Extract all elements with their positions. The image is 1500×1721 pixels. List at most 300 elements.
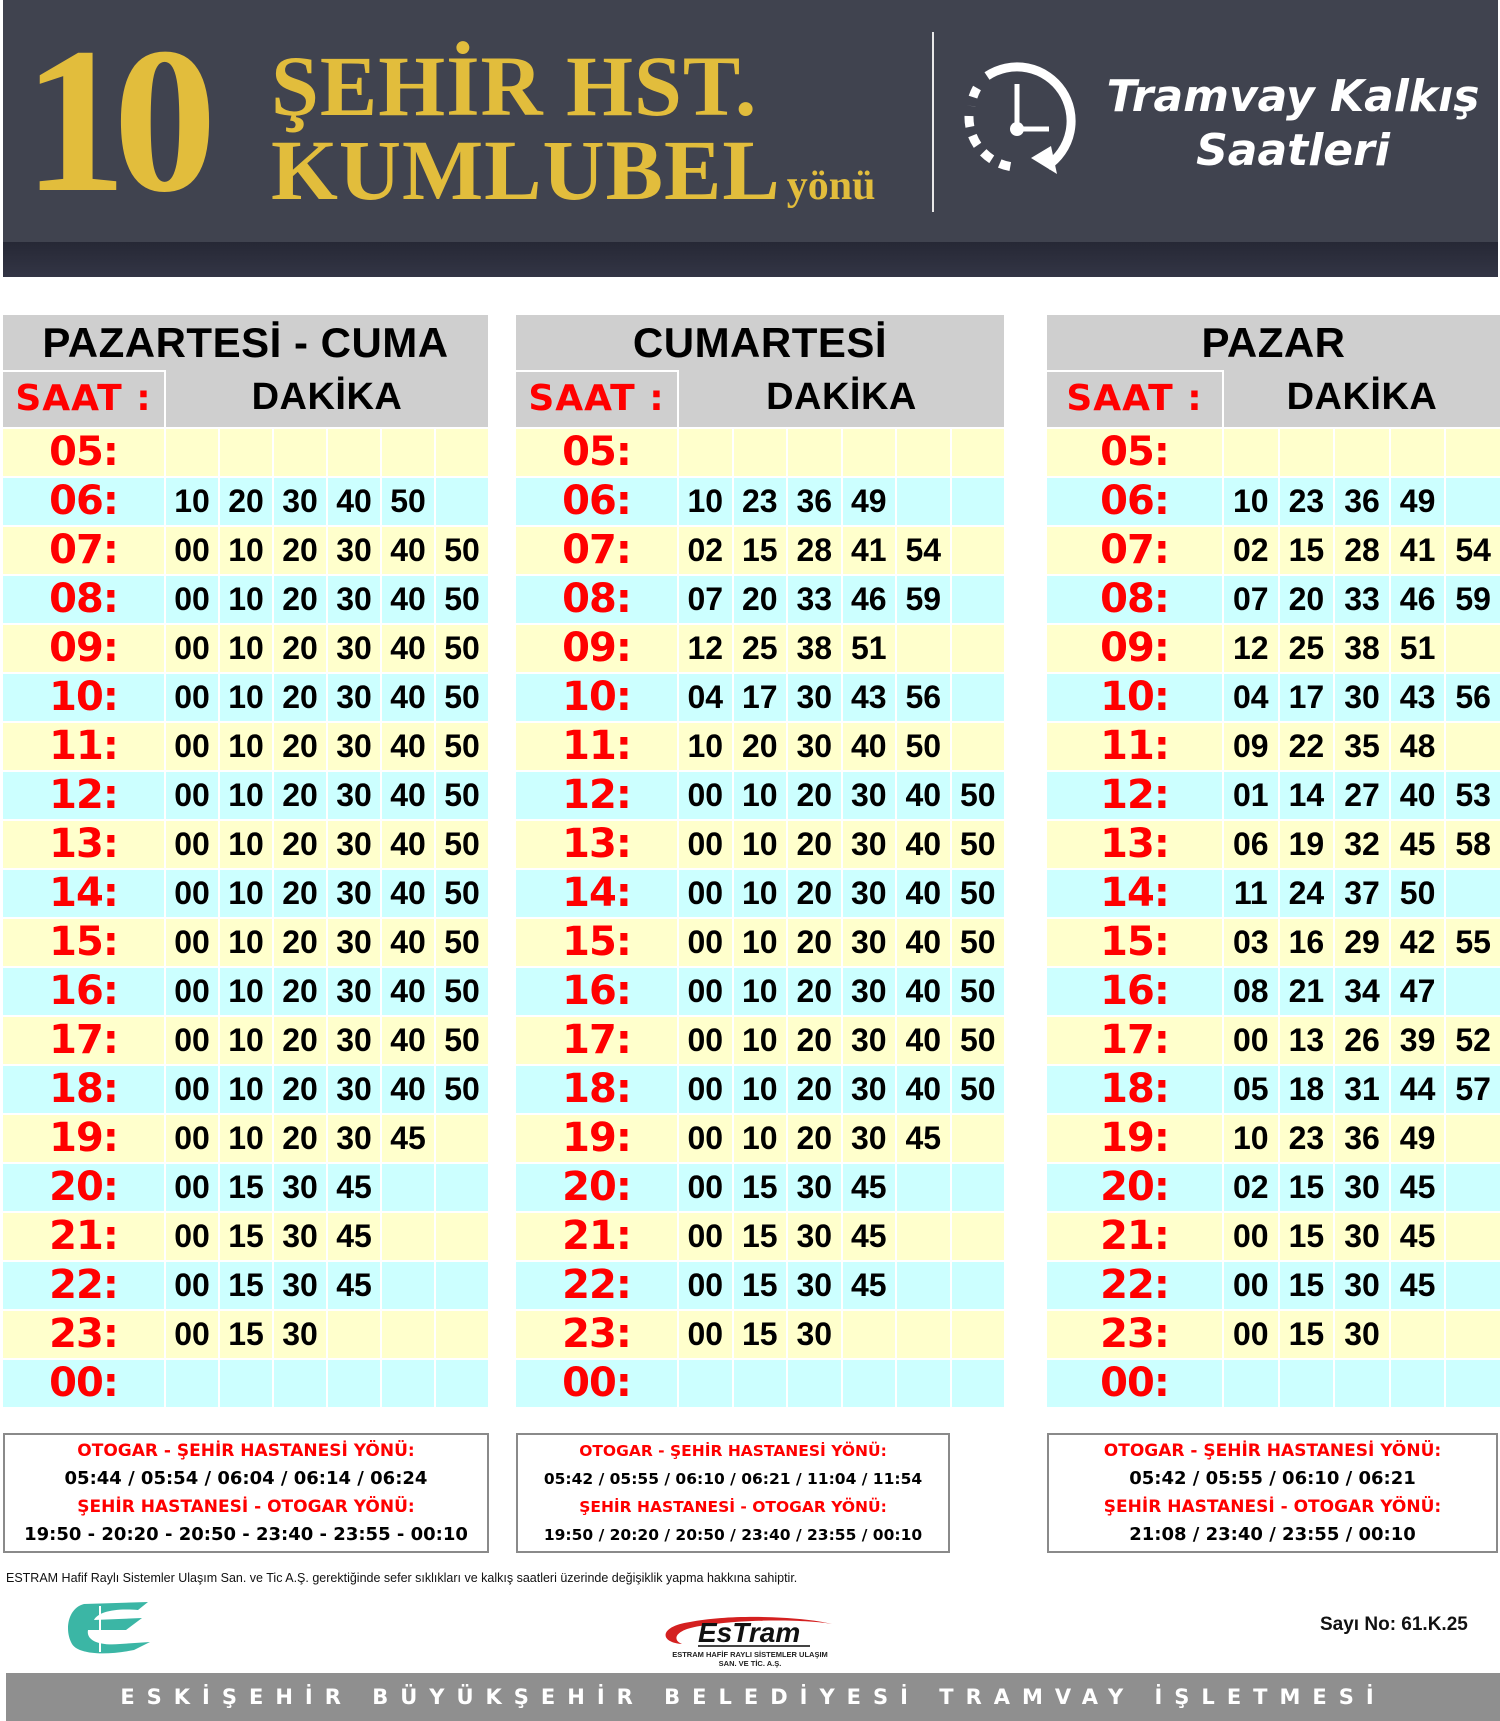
minute-cell: 59 <box>1455 581 1491 617</box>
minute-cell: 40 <box>1391 772 1447 819</box>
minute-cell: 40 <box>382 576 436 623</box>
table-row <box>516 525 1004 574</box>
minute-cell: 00 <box>679 772 734 819</box>
minute-cell: 10 <box>220 576 274 623</box>
minute-cell: 00 <box>166 1115 220 1162</box>
minute-cell: 30 <box>843 870 898 917</box>
minute-cell: 20 <box>788 919 843 966</box>
timetable-title: CUMARTESİ <box>516 315 1004 370</box>
header-banner <box>3 0 1498 277</box>
minute-cell <box>1446 1360 1500 1407</box>
hour-cell: 17: <box>1047 1017 1224 1064</box>
minute-cell: 50 <box>959 1022 996 1058</box>
minute-cell: 31 <box>1335 1066 1391 1113</box>
dakika-header: DAKİKA <box>166 370 488 427</box>
minute-cell <box>952 674 1005 721</box>
minute-cell: 45 <box>328 1262 382 1309</box>
minute-cell: 30 <box>788 1213 843 1260</box>
minute-cell: 20 <box>274 723 328 770</box>
minute-cell: 20 <box>220 478 274 525</box>
minute-cell: 36 <box>788 478 843 525</box>
table-row <box>516 966 1004 1015</box>
minute-cell: 50 <box>444 532 480 568</box>
minute-cell: 10 <box>220 772 274 819</box>
minute-cell: 10 <box>220 870 274 917</box>
minute-cell: 00 <box>679 821 734 868</box>
minute-cell: 30 <box>328 527 382 574</box>
minute-cell: 12 <box>1224 625 1280 672</box>
table-row <box>3 1113 488 1162</box>
minute-cell: 10 <box>220 1017 274 1064</box>
minute-cell: 20 <box>274 527 328 574</box>
minute-cell: 50 <box>444 973 480 1009</box>
minute-cell: 11 <box>1224 870 1280 917</box>
hour-cell: 07: <box>516 527 679 574</box>
minute-cell <box>843 429 898 476</box>
hour-cell: 14: <box>516 870 679 917</box>
minute-cell: 15 <box>734 1164 789 1211</box>
note-direction-heading: OTOGAR - ŞEHİR HASTANESİ YÖNÜ: <box>1103 1441 1442 1461</box>
table-row <box>3 1064 488 1113</box>
minute-cell: 40 <box>382 919 436 966</box>
minute-cell: 24 <box>1280 870 1336 917</box>
minute-cell: 20 <box>274 1017 328 1064</box>
minute-cell <box>952 1115 1005 1162</box>
minute-cell: 30 <box>843 821 898 868</box>
minute-cell: 30 <box>788 1164 843 1211</box>
minute-cell: 20 <box>788 1115 843 1162</box>
minute-cell: 10 <box>734 772 789 819</box>
minute-cell: 40 <box>897 1066 952 1113</box>
note-direction-heading: ŞEHİR HASTANESİ - OTOGAR YÖNÜ: <box>77 1497 415 1517</box>
footer-bar: ESKİŞEHİR BÜYÜKŞEHİR BELEDİYESİ TRAMVAY İŞLETMESİ <box>6 1673 1500 1721</box>
minute-cell: 32 <box>1335 821 1391 868</box>
minute-cell: 10 <box>734 919 789 966</box>
minute-cell <box>274 1360 328 1407</box>
table-row <box>3 1358 488 1407</box>
minute-cell <box>328 1360 382 1407</box>
table-row <box>1047 721 1500 770</box>
minute-cell: 00 <box>166 821 220 868</box>
minute-cell <box>1335 429 1391 476</box>
table-row <box>1047 427 1500 476</box>
hour-cell: 20: <box>516 1164 679 1211</box>
hour-cell: 23: <box>3 1311 166 1358</box>
hour-cell: 11: <box>1047 723 1224 770</box>
minute-cell <box>436 429 488 476</box>
minute-cell: 13 <box>1280 1017 1336 1064</box>
dakika-header: DAKİKA <box>679 370 1004 427</box>
minute-cell: 18 <box>1280 1066 1336 1113</box>
minute-cell: 00 <box>166 1017 220 1064</box>
minute-cell: 10 <box>734 1017 789 1064</box>
note-times: 19:50 - 20:20 - 20:50 - 23:40 - 23:55 - 00:10 <box>24 1524 468 1545</box>
minute-cell: 40 <box>382 625 436 672</box>
minute-cell <box>843 1311 898 1358</box>
hour-cell: 07: <box>1047 527 1224 574</box>
table-row <box>3 525 488 574</box>
minute-cell <box>952 723 1005 770</box>
minute-cell: 30 <box>328 772 382 819</box>
minute-cell: 50 <box>959 875 996 911</box>
minute-cell: 30 <box>843 1017 898 1064</box>
hour-cell: 20: <box>3 1164 166 1211</box>
minute-cell: 43 <box>1391 674 1447 721</box>
minute-cell: 30 <box>1335 1262 1391 1309</box>
minute-cell: 36 <box>1335 1115 1391 1162</box>
minute-cell: 45 <box>382 1115 436 1162</box>
minute-cell <box>734 1360 789 1407</box>
hour-cell: 08: <box>1047 576 1224 623</box>
hour-cell: 15: <box>516 919 679 966</box>
minute-cell <box>1446 1311 1500 1358</box>
minute-cell: 02 <box>1224 1164 1280 1211</box>
table-row <box>3 1211 488 1260</box>
minute-cell: 00 <box>166 1164 220 1211</box>
minute-cell: 40 <box>382 870 436 917</box>
minute-cell: 10 <box>220 968 274 1015</box>
estram-logo-text: EsTram <box>698 1617 801 1648</box>
minute-cell: 30 <box>843 772 898 819</box>
minute-cell: 30 <box>1335 1311 1391 1358</box>
minute-cell: 10 <box>679 723 734 770</box>
minute-cell <box>1391 429 1447 476</box>
minute-cell: 21 <box>1280 968 1336 1015</box>
note-direction-heading: ŞEHİR HASTANESİ - OTOGAR YÖNÜ: <box>1103 1497 1442 1517</box>
table-row <box>516 1162 1004 1211</box>
minute-cell <box>1224 429 1280 476</box>
table-row <box>1047 917 1500 966</box>
minute-cell: 50 <box>444 1022 480 1058</box>
destination-line1: ŞEHİR HST. <box>271 38 758 134</box>
table-row <box>1047 819 1500 868</box>
table-row <box>516 574 1004 623</box>
minute-cell <box>788 1360 843 1407</box>
hour-cell: 09: <box>516 625 679 672</box>
table-row <box>516 1309 1004 1358</box>
minute-cell: 10 <box>220 625 274 672</box>
special-trips-note-0 <box>3 1433 489 1553</box>
destination-line2: KUMLUBEL <box>271 122 781 219</box>
special-trips-note-2 <box>1047 1433 1498 1553</box>
minute-cell: 10 <box>220 1066 274 1113</box>
minute-cell: 40 <box>382 821 436 868</box>
minute-cell: 15 <box>1280 1311 1336 1358</box>
minute-cell: 04 <box>679 674 734 721</box>
minute-cell: 40 <box>382 1017 436 1064</box>
minute-cell: 40 <box>897 870 952 917</box>
minute-cell: 46 <box>843 576 898 623</box>
table-row <box>1047 1162 1500 1211</box>
minute-cell: 10 <box>734 968 789 1015</box>
minute-cell: 17 <box>1280 674 1336 721</box>
table-row <box>516 427 1004 476</box>
minute-cell: 09 <box>1224 723 1280 770</box>
hour-cell: 18: <box>516 1066 679 1113</box>
minute-cell: 40 <box>382 1066 436 1113</box>
minute-cell: 03 <box>1224 919 1280 966</box>
hour-cell: 00: <box>3 1360 166 1407</box>
hour-cell: 13: <box>516 821 679 868</box>
hour-cell: 22: <box>516 1262 679 1309</box>
minute-cell <box>952 478 1005 525</box>
minute-cell: 30 <box>274 1164 328 1211</box>
minute-cell: 20 <box>734 576 789 623</box>
minute-cell: 06 <box>1224 821 1280 868</box>
minute-cell: 20 <box>274 968 328 1015</box>
minute-cell: 20 <box>734 723 789 770</box>
hour-cell: 14: <box>3 870 166 917</box>
hour-cell: 06: <box>1047 478 1224 525</box>
minute-cell: 40 <box>843 723 898 770</box>
hour-cell: 05: <box>1047 429 1224 476</box>
minute-cell: 51 <box>843 625 898 672</box>
minute-cell: 50 <box>444 777 480 813</box>
table-row <box>1047 1113 1500 1162</box>
hour-cell: 08: <box>3 576 166 623</box>
minute-cell: 45 <box>843 1213 898 1260</box>
table-row <box>3 427 488 476</box>
minute-cell: 50 <box>959 826 996 862</box>
minute-cell: 26 <box>1335 1017 1391 1064</box>
hour-cell: 18: <box>3 1066 166 1113</box>
table-row <box>516 819 1004 868</box>
minute-cell <box>436 478 488 525</box>
minute-cell <box>382 1360 436 1407</box>
table-row <box>1047 1309 1500 1358</box>
minute-cell: 00 <box>166 674 220 721</box>
minute-cell <box>1391 1360 1447 1407</box>
table-row <box>3 1015 488 1064</box>
hour-cell: 14: <box>1047 870 1224 917</box>
minute-cell <box>436 1115 488 1162</box>
minute-cell <box>328 429 382 476</box>
estram-sub-line1: ESTRAM HAFİF RAYLI SİSTEMLER ULAŞIM <box>672 1650 828 1659</box>
minute-cell <box>952 1262 1005 1309</box>
minute-cell: 10 <box>679 478 734 525</box>
minute-cell <box>382 1311 436 1358</box>
banner-bottom-band <box>3 242 1498 277</box>
clock-rewind-icon <box>951 54 1083 179</box>
minute-cell: 30 <box>328 723 382 770</box>
minute-cell: 40 <box>897 772 952 819</box>
minute-cell: 45 <box>328 1164 382 1211</box>
minute-cell: 30 <box>328 1115 382 1162</box>
table-row <box>516 1358 1004 1407</box>
minute-cell: 00 <box>166 1311 220 1358</box>
hour-cell: 19: <box>516 1115 679 1162</box>
title-line1: Tramvay Kalkış <box>1106 71 1480 122</box>
minute-cell <box>274 429 328 476</box>
hour-cell: 17: <box>3 1017 166 1064</box>
minute-cell <box>679 1360 734 1407</box>
timetable-2 <box>1047 315 1500 1407</box>
dakika-header: DAKİKA <box>1224 370 1500 427</box>
minute-cell: 00 <box>166 968 220 1015</box>
minute-cell <box>952 527 1005 574</box>
minute-cell: 55 <box>1455 924 1491 960</box>
line-number: 10 <box>23 5 203 235</box>
minute-cell: 41 <box>843 527 898 574</box>
minute-cell: 49 <box>1391 478 1447 525</box>
hour-cell: 12: <box>3 772 166 819</box>
minute-cell: 40 <box>897 821 952 868</box>
minute-cell: 40 <box>382 527 436 574</box>
minute-cell: 00 <box>679 1017 734 1064</box>
minute-cell <box>1446 968 1500 1015</box>
minute-cell: 15 <box>1280 1262 1336 1309</box>
minute-cell: 30 <box>328 919 382 966</box>
table-row <box>1047 1015 1500 1064</box>
minute-cell: 20 <box>274 772 328 819</box>
note-times: 19:50 / 20:20 / 20:50 / 23:40 / 23:55 / 00:10 <box>543 1526 923 1544</box>
minute-cell: 52 <box>1455 1022 1491 1058</box>
minute-cell <box>679 429 734 476</box>
minute-cell: 30 <box>328 1017 382 1064</box>
minute-cell <box>1446 625 1500 672</box>
minute-cell: 00 <box>679 870 734 917</box>
table-row <box>1047 1211 1500 1260</box>
timetable-title: PAZARTESİ - CUMA <box>3 315 488 370</box>
minute-cell: 33 <box>788 576 843 623</box>
hour-cell: 10: <box>3 674 166 721</box>
minute-cell: 00 <box>166 1066 220 1113</box>
minute-cell: 00 <box>679 1066 734 1113</box>
table-row <box>3 1260 488 1309</box>
minute-cell: 35 <box>1335 723 1391 770</box>
minute-cell: 10 <box>734 1115 789 1162</box>
note-times: 21:08 / 23:40 / 23:55 / 00:10 <box>1129 1524 1416 1545</box>
minute-cell: 16 <box>1280 919 1336 966</box>
minute-cell <box>436 1213 488 1260</box>
minute-cell: 28 <box>1335 527 1391 574</box>
table-row <box>516 1064 1004 1113</box>
minute-cell: 30 <box>843 968 898 1015</box>
minute-cell: 38 <box>1335 625 1391 672</box>
table-row <box>516 1211 1004 1260</box>
table-row <box>3 966 488 1015</box>
hour-cell: 18: <box>1047 1066 1224 1113</box>
hour-cell: 11: <box>516 723 679 770</box>
table-row <box>516 476 1004 525</box>
minute-cell <box>166 1360 220 1407</box>
minute-cell <box>382 429 436 476</box>
minute-cell: 00 <box>679 1115 734 1162</box>
hour-cell: 21: <box>1047 1213 1224 1260</box>
table-row <box>516 623 1004 672</box>
table-row <box>516 721 1004 770</box>
table-row <box>1047 868 1500 917</box>
minute-cell: 50 <box>959 1071 996 1107</box>
minute-cell: 49 <box>1391 1115 1447 1162</box>
minute-cell: 00 <box>166 625 220 672</box>
minute-cell: 30 <box>843 1115 898 1162</box>
minute-cell: 00 <box>679 968 734 1015</box>
minute-cell: 40 <box>382 968 436 1015</box>
table-row <box>1047 525 1500 574</box>
minute-cell: 07 <box>1224 576 1280 623</box>
minute-cell: 42 <box>1391 919 1447 966</box>
minute-cell <box>897 478 952 525</box>
minute-cell: 53 <box>1455 777 1491 813</box>
minute-cell: 45 <box>843 1164 898 1211</box>
hour-cell: 10: <box>1047 674 1224 721</box>
minute-cell <box>897 1164 952 1211</box>
minute-cell: 10 <box>734 1066 789 1113</box>
minute-cell: 20 <box>274 1066 328 1113</box>
minute-cell: 01 <box>1224 772 1280 819</box>
minute-cell: 33 <box>1335 576 1391 623</box>
minute-cell <box>1446 1213 1500 1260</box>
table-row <box>3 623 488 672</box>
table-row <box>3 1162 488 1211</box>
minute-cell: 20 <box>274 576 328 623</box>
note-times: 05:42 / 05:55 / 06:10 / 06:21 / 11:04 / 11:54 <box>543 1470 923 1488</box>
hour-cell: 15: <box>3 919 166 966</box>
minute-cell: 10 <box>220 919 274 966</box>
minute-cell: 30 <box>328 674 382 721</box>
minute-cell: 56 <box>897 674 952 721</box>
minute-cell <box>436 1360 488 1407</box>
table-row <box>516 770 1004 819</box>
table-row <box>1047 623 1500 672</box>
table-row <box>3 672 488 721</box>
minute-cell: 50 <box>444 1071 480 1107</box>
minute-cell: 30 <box>328 870 382 917</box>
hour-cell: 07: <box>3 527 166 574</box>
minute-cell: 29 <box>1335 919 1391 966</box>
saat-header: SAAT : <box>516 370 679 427</box>
table-row <box>3 917 488 966</box>
minute-cell: 20 <box>274 1115 328 1162</box>
minute-cell: 10 <box>734 870 789 917</box>
minute-cell <box>328 1311 382 1358</box>
minute-cell: 45 <box>843 1262 898 1309</box>
hour-cell: 05: <box>516 429 679 476</box>
minute-cell: 59 <box>897 576 952 623</box>
minute-cell: 20 <box>788 968 843 1015</box>
minute-cell: 50 <box>444 875 480 911</box>
hour-cell: 13: <box>3 821 166 868</box>
minute-cell: 15 <box>220 1164 274 1211</box>
minute-cell <box>382 1164 436 1211</box>
minute-cell <box>220 1360 274 1407</box>
minute-cell: 39 <box>1391 1017 1447 1064</box>
minute-cell: 05 <box>1224 1066 1280 1113</box>
table-row <box>516 917 1004 966</box>
table-row <box>3 770 488 819</box>
minute-cell: 50 <box>959 973 996 1009</box>
special-trips-note-1 <box>516 1433 950 1553</box>
hour-cell: 12: <box>1047 772 1224 819</box>
minute-cell <box>1446 478 1500 525</box>
minute-cell: 37 <box>1335 870 1391 917</box>
minute-cell <box>166 429 220 476</box>
minute-cell <box>1280 1360 1336 1407</box>
minute-cell: 34 <box>1335 968 1391 1015</box>
timetable-title: PAZAR <box>1047 315 1500 370</box>
saat-header: SAAT : <box>3 370 166 427</box>
minute-cell: 10 <box>220 527 274 574</box>
minute-cell <box>897 429 952 476</box>
minute-cell: 12 <box>679 625 734 672</box>
table-row <box>3 1309 488 1358</box>
minute-cell: 38 <box>788 625 843 672</box>
minute-cell: 10 <box>734 821 789 868</box>
saat-header: SAAT : <box>1047 370 1224 427</box>
timetable-header-row <box>516 370 1004 427</box>
minute-cell: 36 <box>1335 478 1391 525</box>
